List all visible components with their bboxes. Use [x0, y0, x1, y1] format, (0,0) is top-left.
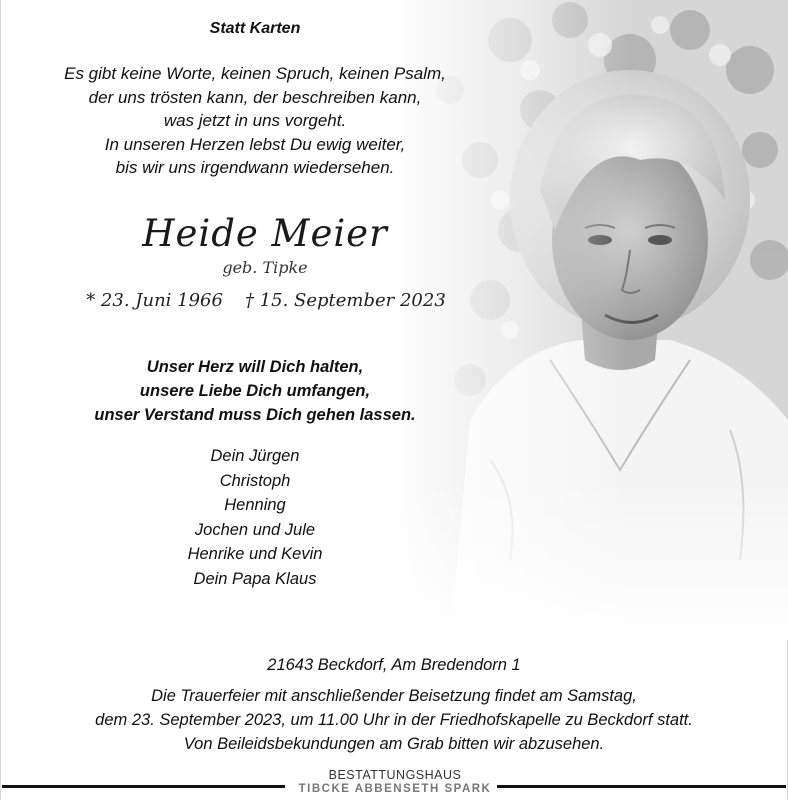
quote-line: Es gibt keine Worte, keinen Spruch, keinen Psalm,	[64, 64, 446, 83]
ceremony-line: dem 23. September 2023, um 11.00 Uhr in der Friedhofskapelle zu Beckdorf statt.	[95, 711, 693, 729]
quote-line: der uns trösten kann, der beschreiben kann,	[88, 87, 422, 107]
address: 21643 Beckdorf, Am Bredendorn 1	[267, 656, 521, 674]
bottom-rule-left	[2, 785, 285, 788]
birth-name: geb. Tipke	[222, 258, 308, 277]
ceremony-line: Von Beileidsbekundungen am Grab bitten wir abzusehen.	[183, 735, 605, 753]
mourner: Henning	[224, 496, 286, 515]
ceremony-line: Die Trauerfeier mit anschließender Beisetzung findet am Samstag,	[151, 687, 637, 705]
verse-line: Unser Herz will Dich halten,	[146, 358, 364, 376]
mourner: Dein Jürgen	[210, 447, 300, 465]
verse-line: unsere Liebe Dich umfangen,	[139, 382, 371, 400]
mourner: Dein Papa Klaus	[193, 569, 317, 588]
mourner: Christoph	[219, 471, 291, 490]
birth-date: * 23. Juni 1966	[86, 290, 223, 311]
mourner: Jochen und Jule	[194, 520, 316, 539]
death-date: † 15. September 2023	[244, 290, 446, 311]
mourners-list	[40, 444, 470, 592]
logo-names: TIBCKE ABBENSETH SPARK	[298, 783, 492, 795]
mourner: Henrike und Kevin	[187, 545, 323, 564]
quote-line: bis wir uns irgendwann wiedersehen.	[115, 158, 395, 177]
funeral-home-logo	[292, 768, 498, 800]
bottom-rule-right	[497, 785, 786, 788]
logo-title: BESTATTUNGSHAUS	[328, 768, 462, 782]
ceremony-details	[0, 684, 788, 756]
quote-line: In unseren Herzen lebst Du ewig weiter,	[104, 134, 406, 154]
life-dates	[56, 290, 476, 311]
opening-quote	[40, 62, 470, 180]
closing-verse	[40, 355, 470, 427]
verse-line: unser Verstand muss Dich gehen lassen.	[94, 406, 416, 424]
heading: Statt Karten	[209, 20, 301, 37]
left-border	[0, 0, 1, 800]
deceased-name: Heide Meier	[142, 212, 388, 255]
quote-line: was jetzt in uns vorgeht.	[163, 111, 347, 130]
